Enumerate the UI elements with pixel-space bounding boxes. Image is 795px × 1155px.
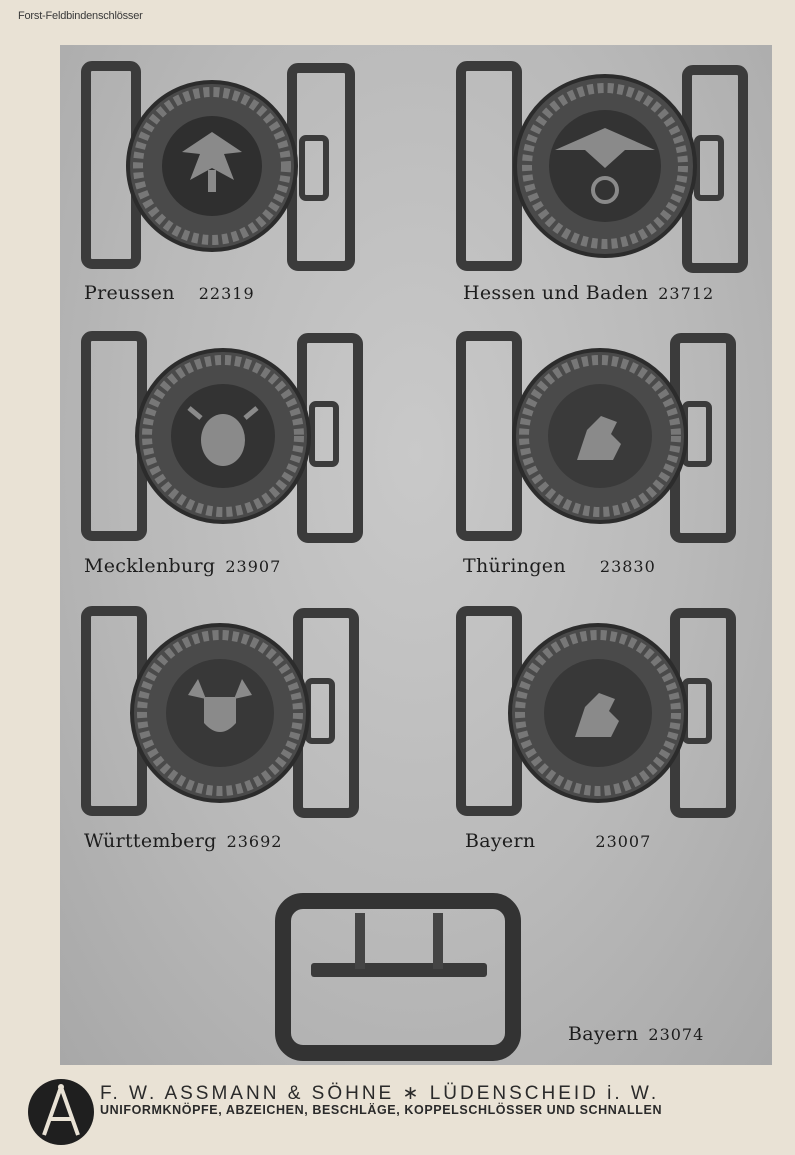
buckle-wuerttemberg: [80, 605, 380, 870]
buckle-number: 23712: [658, 284, 715, 303]
buckle-image: [455, 605, 755, 820]
buckle-image: [80, 330, 380, 545]
buckle-hessen-und-baden: [455, 60, 755, 325]
buckle-name: Preussen: [84, 282, 175, 304]
buckle-name: Bayern: [568, 1023, 639, 1045]
buckle-name: Bayern: [465, 830, 536, 852]
buckle-bayern: [455, 605, 755, 870]
buckle-caption: [463, 555, 656, 577]
buckle-name: Mecklenburg: [84, 555, 216, 577]
buckle-caption: [568, 1023, 704, 1045]
buckle-number: 23907: [225, 557, 282, 576]
buckle-caption: [84, 555, 281, 577]
buckle-image: [455, 60, 755, 275]
buckle-mecklenburg: [80, 330, 380, 595]
buckle-preussen: [80, 60, 380, 325]
buckle-caption: [465, 830, 651, 852]
buckle-number: 23830: [599, 557, 656, 576]
buckle-caption: [84, 830, 282, 852]
buckle-caption: [463, 282, 714, 304]
company-logo: [26, 1077, 96, 1151]
buckle-number: 23074: [648, 1025, 705, 1044]
buckle-image: [80, 60, 380, 275]
buckle-name: Thüringen: [463, 555, 566, 577]
buckle-number: 22319: [198, 284, 255, 303]
assmann-logo-icon: [26, 1077, 96, 1147]
buckle-bayern-frame: [275, 893, 525, 1063]
buckle-name: Württemberg: [84, 830, 217, 852]
buckle-image: [455, 330, 755, 545]
photo-plate: [60, 45, 772, 1065]
buckle-number: 23692: [226, 832, 283, 851]
page-header: Forst-Feldbindenschlösser: [18, 10, 143, 22]
buckle-name: Hessen und Baden: [463, 282, 649, 304]
footer-products: UNIFORMKNÖPFE, ABZEICHEN, BESCHLÄGE, KOPPELSCHLÖSSER UND SCHNALLEN: [100, 1103, 663, 1117]
buckle-number: 23007: [595, 832, 652, 851]
buckle-image: [80, 605, 380, 820]
buckle-caption: [84, 282, 255, 304]
buckle-image: [275, 893, 525, 1063]
buckle-thueringen: [455, 330, 755, 595]
footer-company: F. W. ASSMANN & SÖHNE ∗ LÜDENSCHEID i. W.: [100, 1083, 660, 1104]
